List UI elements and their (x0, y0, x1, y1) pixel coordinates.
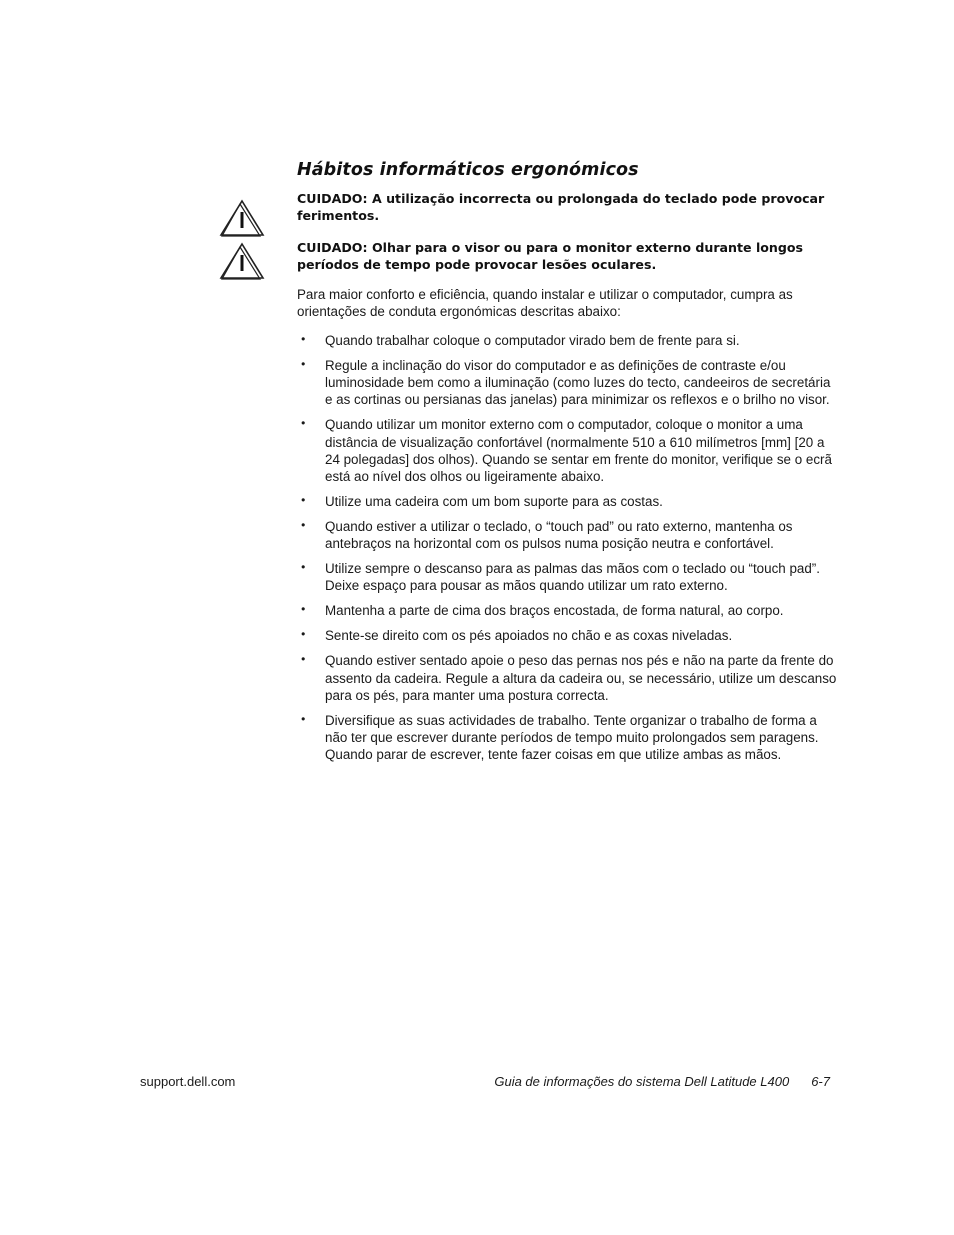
page-number: 6-7 (811, 1074, 830, 1089)
caution-note (297, 190, 837, 224)
bullet-icon: • (301, 627, 306, 642)
list-item (297, 416, 837, 485)
caution-icon (219, 241, 265, 281)
bullet-icon: • (301, 602, 306, 617)
list-item-text: Quando trabalhar coloque o computador virado bem de frente para si. (325, 333, 740, 348)
list-item-text: Utilize uma cadeira com um bom suporte para as costas. (325, 494, 663, 510)
caution-text: Olhar para o visor ou para o monitor externo durante longos períodos de tempo pode provocar lesões oculares. (297, 240, 804, 272)
list-item-text: Sente-se direito com os pés apoiados no chão e as coxas niveladas. (325, 628, 733, 644)
guideline-list (297, 332, 837, 771)
caution-text: A utilização incorrecta ou prolongada do teclado pode provocar ferimentos. (297, 191, 825, 223)
intro-paragraph: Para maior conforto e eficiência, quando instalar e utilizar o computador, cumpra as orientações de conduta ergonómicas descritas abaixo: (297, 287, 793, 320)
list-item (297, 560, 837, 594)
footer-website: support.dell.com (140, 1074, 236, 1089)
list-item (297, 518, 837, 552)
bullet-icon: • (301, 357, 306, 371)
list-item (297, 627, 837, 644)
footer-guide (494, 1074, 830, 1089)
list-item (297, 357, 837, 409)
list-item (297, 602, 837, 619)
list-item-text: Quando utilizar um monitor externo com o computador, coloque o monitor a uma distância de visualização confortável (normalmente 510 a 610 milímetros [mm] [20 a 24 polegadas] dos olhos). Quando se sentar em frente do monitor, verifique se o ecrã está ao nível dos olhos ou ligeiramente abaixo. (325, 417, 832, 485)
bullet-icon: • (301, 416, 306, 431)
list-item (297, 652, 837, 704)
bullet-icon: • (301, 711, 306, 726)
list-item-text: Utilize sempre o descanso para as palmas das mãos com o teclado ou “touch pad”. Deixe espaço para pousar as mãos quando utilizar um rato externo. (325, 561, 820, 594)
caution-label: CUIDADO: (297, 240, 368, 255)
caution-icon (219, 198, 265, 238)
bullet-icon: • (301, 518, 306, 533)
caution-label: CUIDADO: (297, 191, 368, 206)
list-item-text: Regule a inclinação do visor do computador e as definições de contraste e/ou luminosidade bem como a iluminação (como luzes do tecto, candeeiros de secretária e as cortinas ou persianas das janelas) para minimizar os reflexos e o brilho no visor. (325, 358, 831, 408)
bullet-icon: • (301, 332, 306, 346)
bullet-icon: • (301, 493, 306, 508)
list-item (297, 712, 837, 764)
list-item-text: Quando estiver a utilizar o teclado, o “touch pad” ou rato externo, mantenha os antebraços na horizontal com os pulsos numa posição neutra e confortável. (325, 519, 793, 552)
caution-note (297, 239, 837, 273)
page-title: Hábitos informáticos ergonómicos (297, 160, 639, 180)
list-item-text: Quando estiver sentado apoie o peso das pernas nos pés e não na parte da frente do assento da cadeira. Regule a altura da cadeira ou, se necessário, utilize um descanso para os pés, para manter uma postura correcta. (325, 653, 837, 703)
footer-guide-title: Guia de informações do sistema Dell Latitude L400 (494, 1074, 790, 1089)
bullet-icon: • (301, 560, 306, 575)
list-item (297, 493, 837, 510)
list-item-text: Diversifique as suas actividades de trabalho. Tente organizar o trabalho de forma a não ter que escrever durante períodos de tempo muito prolongados sem paragens. Quando parar de escrever, tente fazer coisas em que utilize ambas as mãos. (325, 712, 819, 763)
bullet-icon: • (301, 652, 306, 667)
list-item-text: Mantenha a parte de cima dos braços encostada, de forma natural, ao corpo. (325, 603, 784, 619)
list-item (297, 332, 837, 349)
